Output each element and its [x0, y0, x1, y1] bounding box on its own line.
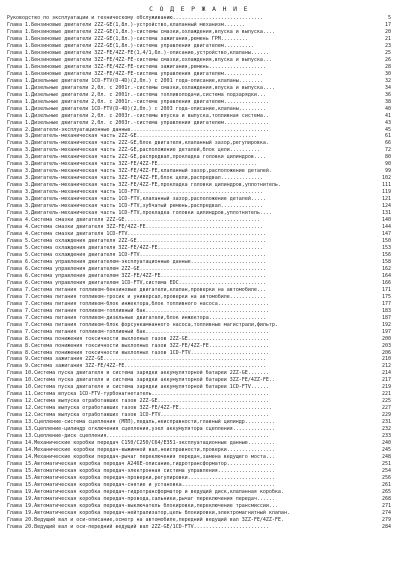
page-number: 5 — [387, 15, 391, 21]
toc-entry — [7, 503, 391, 510]
chapter-number: Глава 1. — [7, 21, 32, 28]
chapter-number: Глава 1. — [7, 49, 32, 56]
chapter-number: Глава 13. — [7, 426, 35, 433]
page-number: 144 — [381, 224, 391, 231]
entry-title: Система понижения токсичности выхлопных газов 3ZZ-FE/4ZZ-FE.................... — [31, 342, 269, 349]
chapter-number: Глава 6. — [7, 265, 32, 272]
page-number: 279 — [381, 516, 391, 523]
chapter-number: Глава 6. — [7, 258, 32, 265]
toc-entry — [7, 57, 391, 64]
toc-entry — [7, 350, 391, 357]
toc-entry — [7, 447, 391, 454]
toc-entry — [7, 287, 391, 294]
toc-entry — [7, 363, 391, 370]
page-number: 171 — [381, 286, 391, 293]
page-number: 162 — [381, 265, 391, 272]
chapter-number: Глава 7. — [7, 314, 32, 321]
toc-entry — [7, 99, 391, 106]
toc-entry — [7, 182, 391, 189]
entry-title: Система питания топливом-топливный бак......................................... — [31, 307, 269, 314]
toc-entry — [7, 377, 391, 384]
chapter-number: Глава 3. — [7, 147, 32, 154]
page-number: 219 — [381, 384, 391, 391]
chapter-number: Глава 1. — [7, 42, 32, 49]
entry-title: Система управления двигателем 1CD-FTV,система EDC............................. — [31, 279, 266, 286]
page-number: 227 — [381, 405, 391, 412]
toc-entry — [7, 301, 391, 308]
entry-title: Система выпуска отработавших газов 3ZZ-FE/4ZZ-FE............................... — [34, 405, 272, 412]
toc-entry — [7, 259, 391, 266]
toc-entry — [7, 405, 391, 412]
chapter-number: Глава 3. — [7, 154, 32, 161]
page-number: 25 — [384, 49, 391, 56]
chapter-number: Глава 19. — [7, 495, 35, 502]
entry-title: Система питания топливом-бензиновые двигатели,клапан,проверки на автомобиле... — [31, 286, 266, 293]
toc-entry — [7, 496, 391, 503]
toc-entry — [7, 315, 391, 322]
toc-entry — [7, 196, 391, 203]
chapter-number: Глава 14. — [7, 447, 35, 454]
page-number: 217 — [381, 377, 391, 384]
entry-title: Двигатель-механическая часть 3ZZ-FE/4ZZ-FE,блок цели,распредвал.............. — [31, 175, 263, 182]
entry-title: Система питания топливом-блок форсункамнанного насоса,топливные магистрали,фильтр. — [31, 321, 278, 328]
page-number: 210 — [381, 356, 391, 363]
page-number: 147 — [381, 231, 391, 238]
toc-entry — [7, 175, 391, 182]
entry-title: Система выпуска отработавших газов 2ZZ-GE..................................... — [34, 398, 269, 405]
toc-entry — [7, 36, 391, 43]
chapter-number: Глава 6. — [7, 279, 32, 286]
entry-title: Бензиновые двигатели 3ZZ-FE/4ZZ-FE-система управления двигателем............. — [31, 70, 263, 77]
toc-entry — [7, 524, 391, 531]
toc-entry — [7, 64, 391, 71]
page-number: 23 — [384, 42, 391, 49]
toc-entry — [7, 517, 391, 524]
chapter-number: Глава 4. — [7, 224, 32, 231]
entry-title: Система понижения токсичности выхлопных газов 2ZZ-GE........................... — [31, 335, 269, 342]
entry-title: Двигатель-механическая часть 2ZZ-GE,блок двигателя,клапанный зазор,регулировка. — [31, 140, 269, 147]
toc-entry — [7, 294, 391, 301]
toc-entry — [7, 133, 391, 140]
toc-entry — [7, 343, 391, 350]
chapter-number: Глава 6. — [7, 272, 32, 279]
entry-title: Дизельные двигатели 1CD-FTV(D-4D)(2,0л.) с 2003 года-описание,клапаны......... — [31, 105, 266, 112]
page-number: 271 — [381, 502, 391, 509]
page-number: 38 — [384, 98, 391, 105]
toc-entry — [7, 391, 391, 398]
page-number: 177 — [381, 300, 391, 307]
entry-title: Автоматическая коробка передач-проверки,регулировки............................. — [34, 474, 275, 481]
page-number: 99 — [384, 168, 391, 175]
entry-title: Бензиновые двигатели 3ZZ-FE/4ZZ-FE-системы смазки,охлаждения,впуска и выпуска... — [31, 56, 272, 63]
toc-entry — [7, 168, 391, 175]
chapter-number: Глава 4. — [7, 217, 32, 224]
page-number: 192 — [381, 321, 391, 328]
page-number: 232 — [381, 426, 391, 433]
page-number: 34 — [384, 84, 391, 91]
page-number: 80 — [384, 154, 391, 161]
entry-title: Система охлаждения двигателя 1CD-FTV.......................................... — [31, 251, 266, 258]
entry-title: Система выпуска отработавших газов 1CD-FTV.................................... — [34, 412, 269, 419]
entry-title: Двигатель-механическая часть 3ZZ-FE/4ZZ-FE................................. — [31, 161, 257, 168]
toc-entry — [7, 238, 391, 245]
entry-title: Система управления двигателем 3ZZ-FE/4ZZ-FE................................... — [31, 272, 266, 279]
chapter-number: Глава 5. — [7, 238, 32, 244]
chapter-number: Глава 19. — [7, 502, 35, 509]
entry-title: Система смазки двигателя 2ZZ-GE............................................. — [31, 217, 260, 224]
entry-title: Система пуска двигателя и система зарядки аккумуляторной батареи 2ZZ-GE....... — [34, 370, 269, 377]
chapter-number: Глава 12. — [7, 412, 35, 419]
chapter-number: Глава 1. — [7, 56, 32, 63]
page-number: 245 — [381, 447, 391, 454]
chapter-number: Глава 12. — [7, 405, 35, 412]
entry-title: Сцепление-система сцепления (МПП),педаль,неисправности,главный цилиндр.......... — [34, 419, 275, 426]
chapter-number: Глава 15. — [7, 461, 35, 467]
toc-entry — [7, 127, 391, 134]
entry-title: Система охлаждения двигателя 3ZZ-FE/4ZZ-FE................................... — [31, 244, 263, 251]
chapter-number: Глава 3. — [7, 168, 32, 175]
toc-entry — [7, 370, 391, 377]
page-number: 20 — [384, 28, 391, 35]
page-number: 90 — [384, 161, 391, 168]
toc-entry — [7, 356, 391, 363]
page-number: 206 — [381, 349, 391, 356]
entry-title: Автоматическая коробка передач-гидротрансформатор и ведущий диск,клапанная коробка. — [34, 488, 284, 495]
chapter-number: Глава 3. — [7, 161, 32, 168]
page-number: 240 — [381, 440, 391, 447]
page-number: 156 — [381, 251, 391, 258]
toc-entry — [7, 482, 391, 489]
page-number: 284 — [381, 523, 391, 530]
toc-entry — [7, 210, 391, 217]
chapter-number: Глава 15. — [7, 481, 35, 488]
toc-entry — [7, 440, 391, 447]
entry-title: Двигатель-механическая часть 3ZZ-FE/4ZZ-FE,прокладка головки цилиндров,уплотнитель. — [31, 182, 281, 189]
chapter-number: Глава 9. — [7, 363, 32, 370]
chapter-number: Глава 1. — [7, 28, 32, 35]
chapter-number: Глава 3. — [7, 203, 32, 210]
page-number: 61 — [384, 133, 391, 140]
chapter-number: Глава 13. — [7, 433, 35, 440]
chapter-number: Глава 8. — [7, 335, 32, 342]
chapter-number: Глава 19. — [7, 488, 35, 495]
page-number: 225 — [381, 398, 391, 405]
page-number: 140 — [381, 217, 391, 224]
chapter-number: Глава 15. — [7, 474, 35, 481]
chapter-number: Глава 5. — [7, 251, 32, 258]
page-number: 32 — [384, 77, 391, 84]
page-number: 150 — [381, 238, 391, 244]
page-number: 131 — [381, 210, 391, 217]
entry-title: Двигатели-эксплуатационные данные.............................................. — [31, 126, 269, 133]
entry-title: Система охлаждения двигателя 2ZZ-GE........................................... — [31, 238, 266, 244]
chapter-number: Глава 3. — [7, 140, 32, 147]
page-number: 248 — [381, 454, 391, 461]
entry-title: Система впуска 1CD-FTV-турбонагнетатель....................................... — [34, 391, 269, 398]
toc-entry — [7, 189, 391, 196]
chapter-number: Глава 10. — [7, 377, 35, 384]
toc-entry — [7, 433, 391, 440]
page-number: 43 — [384, 119, 391, 126]
entry-title: Ведущий вал и оси-передний ведущий вал 2ZZ-GE/1CD-FTV......................... — [34, 523, 269, 530]
entry-title: Двигатель-механическая часть 1CD-FTV,прокладка головки цилиндров,уплотнитель.... — [31, 210, 272, 217]
toc-entry — [7, 280, 391, 287]
entry-title: Система питания топливом-блок инжектора,блок топливного насоса................. — [31, 300, 269, 307]
chapter-number: Глава 1. — [7, 35, 32, 42]
page-number: 251 — [381, 461, 391, 467]
toc-entry — [7, 266, 391, 273]
toc-entry — [7, 419, 391, 426]
page-number: 166 — [381, 279, 391, 286]
chapter-number: Глава 7. — [7, 300, 32, 307]
entry-title: Система зажигания 3ZZ-FE/4ZZ-FE............................................... — [31, 363, 266, 370]
toc-entry — [7, 113, 391, 120]
page-number: 231 — [381, 419, 391, 426]
chapter-number: Глава 1. — [7, 112, 32, 119]
toc-entry — [7, 71, 391, 78]
entry-title: Дизельные двигатели 2,0л. с 2003г.-системы впуска и выпуска,топливная система.. — [31, 112, 269, 119]
toc-entry — [7, 29, 391, 36]
page-number: 212 — [381, 363, 391, 370]
entry-title: Механические коробки передач-выжимной вал,неисправности,проверки................ — [34, 447, 275, 454]
entry-title: Автоматическая коробка передач-нейтрализатор,цепь блокировки,электромагнитный клапан. — [34, 509, 290, 516]
entry-title: Система смазки двигателя 1CD-FTV.............................................. — [31, 231, 266, 238]
chapter-number: Глава 11. — [7, 391, 35, 398]
toc-entry — [7, 92, 391, 99]
chapter-number: Глава 7. — [7, 286, 32, 293]
page-number: 197 — [381, 328, 391, 335]
toc-entry — [7, 252, 391, 259]
entry-title: Механические коробки передач-рычаг переключения передач,замена ведущего моста... — [34, 454, 275, 461]
entry-title: Бензиновые двигатели 2ZZ-GE(1,8л.)-система управления двигателем.......... — [31, 42, 254, 49]
toc-entry — [7, 217, 391, 224]
chapter-number: Глава 1. — [7, 70, 32, 77]
entry-title: Автоматическая коробка передач-провода,сальники,рычаг переключения передач...... — [34, 495, 275, 502]
entry-title: Система пуска двигателя и система зарядки аккумуляторной батареи 3ZZ-FE/4ZZ-FE.. — [34, 377, 275, 384]
toc-entry — [7, 106, 391, 113]
entry-title: Бензиновые двигатели 3ZZ-FE/4ZZ-FE-система зажигания,ремень................... — [31, 63, 266, 70]
entry-title: Двигатель-механическая часть 2ZZ-GE,распредвал,прокладка головки цилиндров.... — [31, 154, 266, 161]
toc-entry — [7, 426, 391, 433]
entry-title: Система смазки двигателя 3ZZ-FE/4ZZ-FE....................................... — [31, 224, 263, 231]
chapter-number: Глава 8. — [7, 349, 32, 356]
toc-entry — [7, 154, 391, 161]
chapter-number: Глава 1. — [7, 63, 32, 70]
entry-title: Сцепление-диск сцепления...................................................... — [34, 433, 269, 440]
page-number: 254 — [381, 467, 391, 474]
chapter-number: Глава 10. — [7, 384, 35, 391]
page-number: 200 — [381, 335, 391, 342]
chapter-number: Глава 4. — [7, 231, 32, 238]
chapter-number: Глава 2. — [7, 126, 32, 133]
chapter-number: Глава 3. — [7, 196, 32, 203]
page-number: 102 — [381, 175, 391, 182]
page-title: С О Д Е Р Ж А Н И Е — [149, 5, 249, 13]
chapter-number: Глава 3. — [7, 182, 32, 189]
chapter-number: Глава 1. — [7, 77, 32, 84]
toc-entry — [7, 384, 391, 391]
chapter-number: Глава 10. — [7, 370, 35, 377]
entry-title: Система управления двигателем-эксплуатационные данные......................... — [31, 258, 266, 265]
page-number: 111 — [381, 182, 391, 189]
toc-entry — [7, 224, 391, 231]
entry-title: Система питания топливом-тросик и универсал,проверки на автомобиле............ — [31, 293, 266, 300]
entry-title: Бензиновые двигатели 3ZZ-FE/4ZZ-FE(1,4/1,6л.)-описание,устройство,клапаны...... — [31, 49, 269, 56]
entry-title: Двигатель-механическая часть 1CD-FTV,зубчатый ремень,распредвал.............. — [31, 203, 263, 210]
toc-entry — [7, 50, 391, 57]
entry-title: Дизельные двигатели 1CD-FTV(D-4D)(2,0л.) с 2001 года-описание,клапаны........ — [31, 77, 263, 84]
toc-entry — [7, 161, 391, 168]
toc-entry — [7, 78, 391, 85]
page-number: 268 — [381, 495, 391, 502]
page-number: 256 — [381, 474, 391, 481]
toc-entry — [7, 85, 391, 92]
chapter-number: Глава 1. — [7, 98, 32, 105]
entry-title: Бензиновые двигатели 2ZZ-GE(1,8л.)-системы смазки,охлаждения,впуска и выпуска.... — [31, 28, 275, 35]
entry-title: Двигатель-механическая часть 2ZZ-GE,расположение деталей,блок цели.......... — [31, 147, 260, 154]
page-number: 274 — [381, 509, 391, 516]
toc-entry — [7, 489, 391, 496]
chapter-number: Глава 15. — [7, 467, 35, 474]
entry-title: Система питания топливом-топливный бак......................................... — [31, 328, 269, 335]
entry-title: Система управления двигателем 2ZZ-GE.......................................... — [31, 265, 266, 272]
toc-entry — [7, 120, 391, 127]
toc-entry — [7, 43, 391, 50]
chapter-number: Глава 1. — [7, 91, 32, 98]
entry-title: Дизельные двигатели 2,0л. с 2001г.-система управления двигателем............... — [31, 98, 269, 105]
chapter-number: Глава 20. — [7, 516, 35, 523]
page-number: 265 — [381, 488, 391, 495]
page-number: 121 — [381, 196, 391, 203]
entry-title: Руководство по эксплуатации и техническому обслуживанию.............................. — [7, 15, 263, 21]
toc-entry — [7, 322, 391, 329]
page-number: 40 — [384, 105, 391, 112]
entry-title: Механические коробки передач С150/С250/С64/Е351-эксплуатационные данные......... — [34, 440, 275, 447]
entry-title: Двигатель-механическая часть 3ZZ-FE/4ZZ-FE,клапанный зазор,расположение деталей. — [31, 168, 272, 175]
chapter-number: Глава 3. — [7, 175, 32, 182]
chapter-number: Глава 14. — [7, 454, 35, 461]
toc-entry — [7, 454, 391, 461]
chapter-number: Глава 7. — [7, 307, 32, 314]
toc-entry — [7, 475, 391, 482]
entry-title: Система пуска двигателя и система зарядки аккумуляторной батареи 1CD-FTV...... — [34, 384, 269, 391]
chapter-number: Глава 12. — [7, 398, 35, 405]
page-number: 36 — [384, 91, 391, 98]
chapter-number: Глава 13. — [7, 419, 35, 426]
entry-title: Дизельные двигатели 2,0л. с 2001г.-система топливоподачи,система подзарядки... — [31, 91, 266, 98]
entry-title: Дизельные двигатели 2,0л. с 2001г.-системы смазки,охлаждения,впуска и выпуска.... — [31, 84, 275, 91]
chapter-number: Глава 1. — [7, 119, 32, 126]
toc-entry — [7, 461, 391, 468]
page-number: 26 — [384, 56, 391, 63]
page-number: 41 — [384, 112, 391, 119]
toc-entry — [7, 336, 391, 343]
toc-entry — [7, 510, 391, 517]
entry-title: Сцепление-цилиндр отключения сцепления,узел аккумулятора сцепления.............. — [34, 426, 275, 433]
page-number: 28 — [384, 63, 391, 70]
toc-entry — [7, 245, 391, 252]
entry-title: Бензиновые двигатели 2ZZ-GE(1,8л.)-система зажигания,ремень ГРМ......... — [31, 35, 248, 42]
toc-entry — [7, 22, 391, 29]
chapter-number: Глава 7. — [7, 293, 32, 300]
chapter-number: Глава 3. — [7, 189, 32, 196]
chapter-number: Глава 3. — [7, 133, 32, 140]
chapter-number: Глава 5. — [7, 244, 32, 251]
chapter-number: Глава 3. — [7, 210, 32, 217]
chapter-number: Глава 9. — [7, 356, 32, 363]
page-number: 233 — [381, 433, 391, 440]
toc-entry — [7, 398, 391, 405]
toc-entry — [7, 412, 391, 419]
chapter-number: Глава 7. — [7, 321, 32, 328]
toc-entry — [7, 468, 391, 475]
entry-title: Система понижения токсичности выхлопных газов 1CD-FTV.......................... — [31, 349, 269, 356]
entry-title: Система питания топливом-дизельные двигатели,блок инжектора................... — [31, 314, 266, 321]
entry-title: Система зажигания 2ZZ-GE...................................................... — [31, 356, 266, 363]
page-number: 45 — [384, 126, 391, 133]
entry-title: Ведущий вал и оси-описание,осмотр на автомобиле,передний ведущий вал 3ZZ-FE/4ZZ-FE. — [34, 516, 284, 523]
page-number: 221 — [381, 391, 391, 398]
page-number: 124 — [381, 203, 391, 210]
toc-entry — [7, 147, 391, 154]
chapter-number: Глава 7. — [7, 328, 32, 335]
entry-title: Автоматическая коробка передач А246Е-описание,гидротрансформатор................ — [34, 461, 275, 467]
entry-title: Двигатель-механическая часть 1CD-FTV......................................... — [31, 189, 263, 196]
page-number: 203 — [381, 342, 391, 349]
entry-title: Двигатель-механическая часть 2ZZ-GE........................................ — [31, 133, 257, 140]
page-number: 30 — [384, 70, 391, 77]
page-number: 17 — [384, 21, 391, 28]
toc-entry — [7, 140, 391, 147]
chapter-number: Глава 1. — [7, 105, 32, 112]
page-number: 72 — [384, 147, 391, 154]
page-number: 261 — [381, 481, 391, 488]
entry-title: Дизельные двигатели 2,0л. с 2003г.-система управления двигателем............... — [31, 119, 269, 126]
entry-title: Автоматическая коробка передач-выключатель блокировки,переключение трансмиссии... — [34, 502, 278, 509]
table-of-contents — [7, 15, 391, 531]
toc-entry — [7, 203, 391, 210]
entry-title: Бензиновые двигатели 2ZZ-GE(1,8л.)-устройство,клапанный механизм....... — [31, 21, 245, 28]
chapter-number: Глава 14. — [7, 440, 35, 447]
page-number: 119 — [381, 189, 391, 196]
page-number: 21 — [384, 35, 391, 42]
chapter-number: Глава 8. — [7, 342, 32, 349]
page-number: 164 — [381, 272, 391, 279]
toc-entry — [7, 273, 391, 280]
page-number: 175 — [381, 293, 391, 300]
toc-entry — [7, 308, 391, 315]
toc-entry — [7, 15, 391, 22]
page-number: 229 — [381, 412, 391, 419]
page-number: 183 — [381, 307, 391, 314]
entry-title: Двигатель-механическая часть 1CD-FTV,клапанный зазор,расположение деталей..... — [31, 196, 266, 203]
chapter-number: Глава 1. — [7, 84, 32, 91]
page-number: 187 — [381, 314, 391, 321]
chapter-number: Глава 20. — [7, 523, 35, 530]
entry-title: Автоматическая коробка передач-снятие и установка............................... — [34, 481, 275, 488]
toc-entry — [7, 231, 391, 238]
entry-title: Автоматическая коробка передач-электронная система управления................... — [34, 467, 275, 474]
page-number: 153 — [381, 244, 391, 251]
page-number: 66 — [384, 140, 391, 147]
page-number: 158 — [381, 258, 391, 265]
toc-entry — [7, 329, 391, 336]
chapter-number: Глава 19. — [7, 509, 35, 516]
page-number: 214 — [381, 370, 391, 377]
